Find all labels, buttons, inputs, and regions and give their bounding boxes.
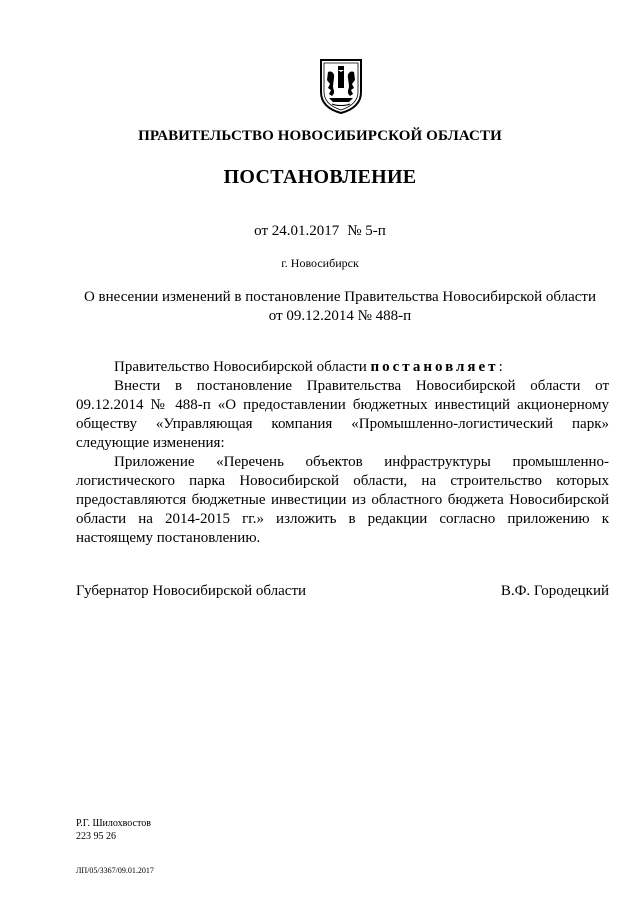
document-subject (60, 288, 620, 326)
intro-prefix: Правительство Новосибирской области (114, 359, 371, 375)
document-body (76, 358, 609, 548)
city-label: г. Новосибирск (281, 256, 359, 270)
intro-suffix: : (498, 359, 503, 375)
executor-info (76, 817, 151, 843)
subject-line-2: от 09.12.2014 № 488-п (268, 308, 412, 324)
paragraph-1: Внести в постановление Правительства Новосибирской области от 09.12.2014 № 488-п «О предоставлении бюджетных инвестиций акционерному обществу «Управляющая компания «Промышленно-логистический парк» следующие изменения: (76, 378, 609, 451)
organization-title: ПРАВИТЕЛЬСТВО НОВОСИБИРСКОЙ ОБЛАСТИ (138, 128, 502, 144)
intro-paragraph (76, 358, 609, 377)
document-number: № 5-п (347, 223, 386, 239)
paragraph-2: Приложение «Перечень объектов инфраструктуры промышленно-логистического парка Новосибирской области, на строительство которых предоставляются бюджетные инвестиции из областного бюджета Новосибирской области на 2014-2015 гг.» изложить в редакции согласно приложению к настоящему постановлению. (76, 454, 609, 546)
subject-line-1: О внесении изменений в постановление Правительства Новосибирской области (83, 289, 597, 305)
signatory-name: В.Ф. Городецкий (500, 583, 609, 599)
intro-action: постановляет (370, 359, 499, 375)
executor-phone: 223 95 26 (76, 831, 116, 842)
signature-block (76, 583, 609, 600)
document-type-title: ПОСТАНОВЛЕНИЕ (223, 166, 417, 188)
registration-number: ЛП/05/3367/09.01.2017 (76, 866, 154, 875)
date-number-line (0, 223, 640, 240)
executor-name: Р.Г. Шилохвостов (76, 818, 151, 829)
novosibirsk-coat-of-arms-icon (318, 58, 364, 114)
document-date: от 24.01.2017 (254, 223, 340, 239)
signatory-position: Губернатор Новосибирской области (76, 583, 307, 599)
